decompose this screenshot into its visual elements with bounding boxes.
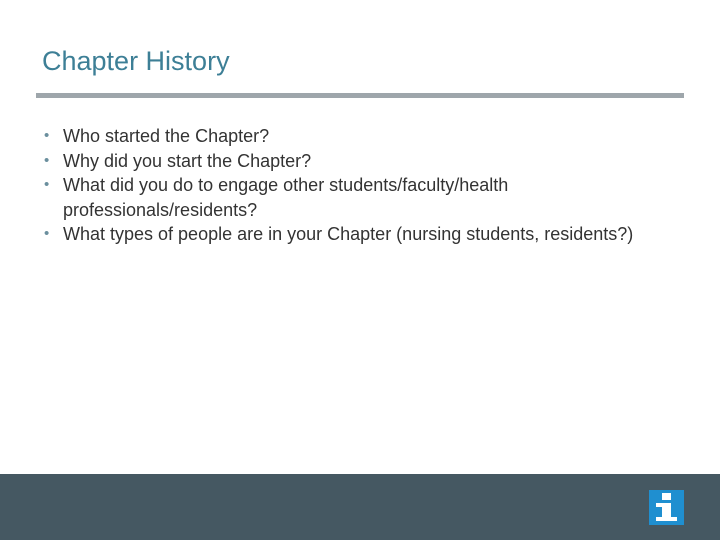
footer-bar [0,474,720,540]
bullet-marker: • [44,151,50,169]
bullet-text: What did you do to engage other students/faculty/health professionals/residents? [63,175,509,220]
bullet-item [44,149,644,174]
bullet-item [44,124,644,149]
bullet-text: Why did you start the Chapter? [63,150,312,171]
slide-title: Chapter History [42,46,230,76]
bullet-marker: • [44,127,50,144]
info-i-logo-icon [649,490,684,525]
bullet-list [44,124,644,247]
bullet-marker: • [44,176,50,193]
title-divider [36,93,684,98]
bullet-marker: • [44,225,50,242]
bullet-text: What types of people are in your Chapter (nursing students, residents?) [63,224,634,244]
bullet-item [44,173,644,222]
bullet-text: Who started the Chapter? [63,126,270,146]
bullet-item [44,222,644,247]
